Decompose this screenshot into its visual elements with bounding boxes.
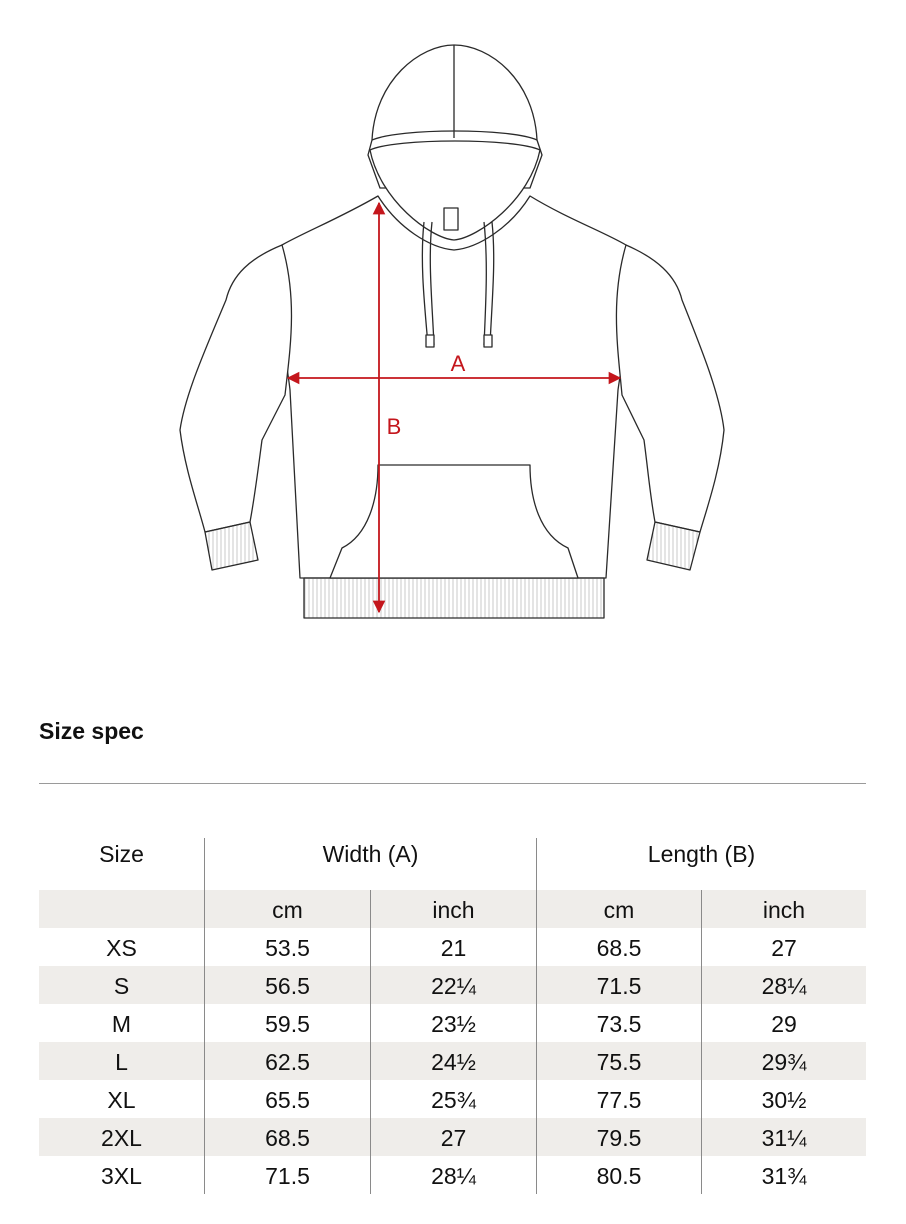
table-cell: 65.5 [265, 1087, 310, 1113]
table-cell: 23½ [431, 1011, 476, 1037]
unit-header: inch [432, 897, 475, 923]
measure-label-a: A [450, 351, 466, 376]
table-cell: 21 [440, 935, 467, 961]
right-sleeve [616, 245, 724, 532]
hem-band [304, 578, 604, 618]
table-cell: 30½ [761, 1087, 807, 1113]
table-cell: 77.5 [596, 1087, 642, 1113]
measure-label-b: B [386, 414, 402, 439]
header-length: Length (B) [647, 841, 756, 867]
table-cell: 73.5 [596, 1011, 642, 1037]
table-cell: 28¼ [431, 1163, 476, 1189]
table-cell: 25¾ [431, 1087, 476, 1113]
table-cell: 31¼ [761, 1125, 807, 1151]
table-cell: 27 [440, 1125, 467, 1151]
divider [39, 783, 866, 784]
header-size: Size [99, 841, 144, 867]
unit-header: cm [272, 897, 303, 923]
unit-header: cm [603, 897, 635, 923]
table-cell: 62.5 [265, 1049, 310, 1075]
table-cell: 22¼ [431, 973, 476, 999]
table-cell: 59.5 [265, 1011, 310, 1037]
unit-header: inch [762, 897, 806, 923]
table-cell: 53.5 [265, 935, 310, 961]
size-label: L [115, 1049, 128, 1075]
table-cell: 31¾ [761, 1163, 807, 1189]
table-cell: 71.5 [265, 1163, 310, 1189]
size-label: M [111, 1011, 132, 1037]
size-label: XS [106, 935, 137, 961]
size-label: 3XL [101, 1163, 142, 1189]
table-cell: 68.5 [265, 1125, 310, 1151]
size-label: S [113, 973, 130, 999]
table-cell: 68.5 [596, 935, 642, 961]
table-cell: 71.5 [596, 973, 642, 999]
size-label: 2XL [101, 1125, 142, 1151]
table-cell: 80.5 [596, 1163, 642, 1189]
table-cell: 56.5 [265, 973, 310, 999]
table-cell: 79.5 [596, 1125, 642, 1151]
table-cell: 28¼ [761, 973, 807, 999]
header-width: Width (A) [322, 841, 419, 867]
table-cell: 24½ [431, 1049, 476, 1075]
table-cell: 75.5 [596, 1049, 642, 1075]
table-cell: 29 [771, 1011, 797, 1037]
table-cell: 27 [771, 935, 797, 961]
table-cell: 29¾ [761, 1049, 807, 1075]
section-title: Size spec [39, 718, 144, 744]
size-label: XL [107, 1087, 136, 1113]
left-sleeve [180, 245, 291, 532]
